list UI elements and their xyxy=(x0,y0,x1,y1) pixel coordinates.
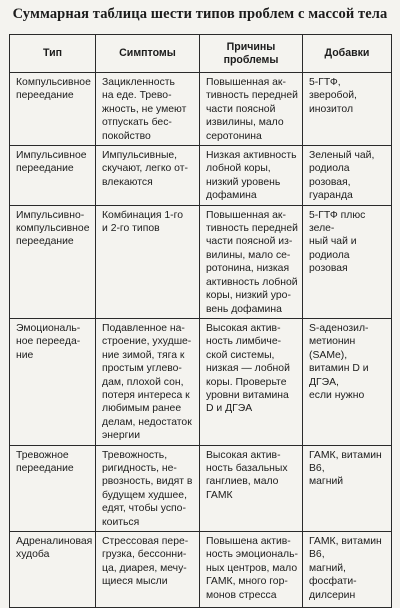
column-header-supplements: Добавки xyxy=(303,35,392,73)
cell-type: Адреналиновая худоба xyxy=(10,532,96,608)
cell-causes: Повышена актив- ность эмоциональ- ных центров, мало ГАМК, много гор- монов стресса xyxy=(200,532,303,608)
cell-symptoms: Импульсивные, скучают, легко от- влекаются xyxy=(96,146,200,206)
table-row xyxy=(10,532,392,608)
table-row xyxy=(10,205,392,318)
cell-symptoms: Подавленное на- строение, ухудше- ние зимой, тяга к простым углево- дам, плохой сон, потеря интереса к любимым ранее делам, недостаток энергии xyxy=(96,318,200,445)
cell-causes: Высокая актив- ность базальных ганглиев, мало ГАМК xyxy=(200,445,303,531)
cell-symptoms: Зацикленность на еде. Трево- жность, не умеют отпускать бес- покойство xyxy=(96,73,200,146)
cell-type: Компульсивное переедание xyxy=(10,73,96,146)
summary-table xyxy=(9,34,392,608)
cell-supplements: 5-ГТФ плюс зеле- ный чай и родиола розовая xyxy=(303,205,392,318)
column-header-type: Тип xyxy=(10,35,96,73)
cell-symptoms: Стрессовая пере- грузка, бессонни- ца, диарея, мечу- щиеся мысли xyxy=(96,532,200,608)
cell-type: Импульсивно- компульсивное переедание xyxy=(10,205,96,318)
table-row xyxy=(10,73,392,146)
cell-causes: Повышенная ак- тивность передней части поясной извилины, мало серотонина xyxy=(200,73,303,146)
cell-supplements: 5-ГТФ, зверобой, инозитол xyxy=(303,73,392,146)
cell-supplements: ГАМК, витамин B6, магний xyxy=(303,445,392,531)
cell-causes: Высокая актив- ность лимбиче- ской системы, низкая — лобной коры. Проверьте уровни витамина D и ДГЭА xyxy=(200,318,303,445)
cell-symptoms: Комбинация 1-го и 2-го типов xyxy=(96,205,200,318)
cell-supplements: Зеленый чай, родиола розовая, гуаранда xyxy=(303,146,392,206)
cell-symptoms: Тревожность, ригидность, не- рвозность, видят в будущем худшее, едят, чтобы успо- коиться xyxy=(96,445,200,531)
cell-causes: Низкая активность лобной коры, низкий уровень дофамина xyxy=(200,146,303,206)
cell-supplements: ГАМК, витамин B6, магний, фосфати- дилсерин xyxy=(303,532,392,608)
column-header-causes: Причины проблемы xyxy=(200,35,303,73)
cell-type: Эмоциональ- ное переeда- ние xyxy=(10,318,96,445)
column-header-symptoms: Симптомы xyxy=(96,35,200,73)
cell-causes: Повышенная ак- тивность передней части поясной из- вилины, мало се- ротонина, низкая активность лобной коры, низкий уро- вень дофамина xyxy=(200,205,303,318)
cell-type: Импульсивное переедание xyxy=(10,146,96,206)
page-title: Суммарная таблица шести типов проблем с массой тела xyxy=(12,6,388,22)
table-header-row xyxy=(10,35,392,73)
table-row xyxy=(10,318,392,445)
cell-supplements: S-аденозил- метионин (SAMe), витамин D и ДГЭА, если нужно xyxy=(303,318,392,445)
table-row xyxy=(10,445,392,531)
table-row xyxy=(10,146,392,206)
cell-type: Тревожное переедание xyxy=(10,445,96,531)
